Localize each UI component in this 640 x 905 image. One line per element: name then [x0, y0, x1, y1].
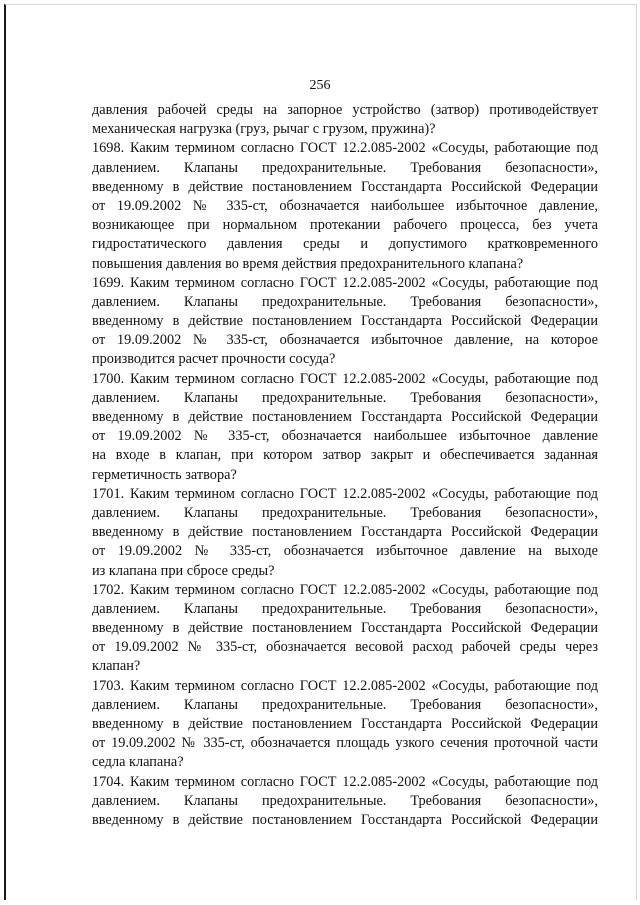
text-line: давления рабочей среды на запорное устройство (затвор) противодействует: [92, 102, 598, 118]
text-line: 1698. Каким термином согласно ГОСТ 12.2.085-2002 «Сосуды, работающие под: [92, 140, 598, 157]
text-line: герметичность затвора?: [92, 466, 237, 483]
text-line: 1704. Каким термином согласно ГОСТ 12.2.085-2002 «Сосуды, работающие под: [92, 773, 598, 790]
text-line: из клапана при сбросе среды?: [92, 562, 275, 579]
text-line: повышения давления во время действия предохранительного клапана?: [92, 255, 524, 272]
text-line: 1702. Каким термином согласно ГОСТ 12.2.085-2002 «Сосуды, работающие под: [92, 581, 598, 598]
text-line: давлением. Клапаны предохранительные. Требования безопасности»,: [92, 600, 598, 617]
text-line: механическая нагрузка (груз, рычаг с грузом, пружина)?: [92, 121, 436, 138]
text-line: введенному в действие постановлением Госстандарта Российской Федерации: [92, 716, 598, 732]
text-line: 1700. Каким термином согласно ГОСТ 12.2.085-2002 «Сосуды, работающие под: [92, 370, 598, 387]
text-line: 1701. Каким термином согласно ГОСТ 12.2.085-2002 «Сосуды, работающие под: [92, 485, 598, 502]
text-line: седла клапана?: [92, 754, 184, 771]
text-line: производится расчет прочности сосуда?: [92, 351, 336, 368]
text-line: давлением. Клапаны предохранительные. Требования безопасности»,: [92, 696, 598, 713]
text-line: введенному в действие постановлением Госстандарта Российской Федерации: [92, 409, 598, 425]
text-line: возникающее при нормальном протекании рабочего процесса, без учета: [92, 217, 598, 234]
text-line: от 19.09.2002 № 335-ст, обозначается избыточное давление, на которое: [92, 332, 598, 349]
text-line: 1699. Каким термином согласно ГОСТ 12.2.085-2002 «Сосуды, работающие под: [92, 274, 598, 291]
text-line: введенному в действие постановлением Госстандарта Российской Федерации: [92, 313, 598, 330]
text-line: от 19.09.2002 № 335-ст, обозначается наибольшее избыточное давление: [92, 428, 598, 445]
text-line: от 19.09.2002 № 335-ст, обозначается избыточное давление на выходе: [92, 543, 598, 560]
text-line: от 19.09.2002 № 335-ст, обозначается весовой расход рабочей среды через: [92, 639, 598, 656]
text-line: давлением. Клапаны предохранительные. Требования безопасности»,: [92, 389, 598, 406]
text-line: от 19.09.2002 № 335-ст, обозначается наибольшее избыточное давление,: [92, 197, 598, 214]
text-line: введенному в действие постановлением Госстандарта Российской Федерации: [92, 178, 598, 195]
text-line: клапан?: [92, 658, 141, 675]
text-line: на входе в клапан, при котором затвор закрыт и обеспечивается заданная: [92, 447, 598, 464]
text-line: 1703. Каким термином согласно ГОСТ 12.2.085-2002 «Сосуды, работающие под: [92, 677, 598, 694]
page-number: 256: [309, 78, 331, 93]
text-line: давлением. Клапаны предохранительные. Требования безопасности»,: [92, 159, 598, 176]
text-line: от 19.09.2002 № 335-ст, обозначается площадь узкого сечения проточной части: [92, 735, 598, 752]
text-line: введенному в действие постановлением Госстандарта Российской Федерации: [92, 620, 598, 637]
body-text: [92, 101, 598, 830]
text-line: давлением. Клапаны предохранительные. Требования безопасности»,: [92, 293, 598, 310]
text-line: давлением. Клапаны предохранительные. Требования безопасности»,: [92, 504, 598, 521]
text-line: введенному в действие постановлением Госстандарта Российской Федерации: [92, 524, 598, 541]
text-line: давлением. Клапаны предохранительные. Требования безопасности»,: [92, 792, 598, 809]
text-line: гидростатического давления среды и допустимого кратковременного: [92, 236, 598, 253]
text-line: введенному в действие постановлением Госстандарта Российской Федерации: [92, 811, 598, 828]
